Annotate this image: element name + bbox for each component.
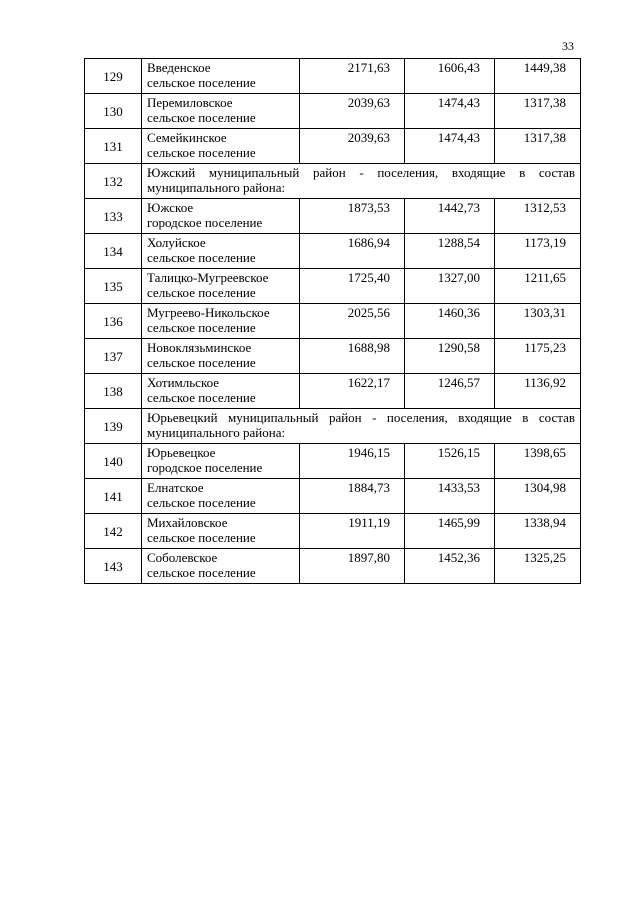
settlement-type: сельское поселение — [147, 285, 256, 300]
row-number: 135 — [85, 269, 142, 304]
settlement-name: Введенское — [147, 60, 211, 75]
settlement-type: городское поселение — [147, 215, 263, 230]
value-cell-1: 1911,19 — [300, 514, 405, 549]
settlement-type: сельское поселение — [147, 75, 256, 90]
settlement-type: сельское поселение — [147, 250, 256, 265]
table-row — [85, 129, 581, 164]
row-number: 139 — [85, 409, 142, 444]
settlement-type: сельское поселение — [147, 390, 256, 405]
value-cell-3: 1175,23 — [495, 339, 581, 374]
settlement-name-cell — [142, 339, 300, 374]
value-cell-2: 1442,73 — [405, 199, 495, 234]
value-cell-2: 1433,53 — [405, 479, 495, 514]
settlement-name-cell — [142, 199, 300, 234]
value-cell-2: 1606,43 — [405, 59, 495, 94]
value-cell-1: 1897,80 — [300, 549, 405, 584]
settlement-name: Холуйское — [147, 235, 206, 250]
table-row — [85, 59, 581, 94]
settlement-name: Михайловское — [147, 515, 228, 530]
value-cell-1: 2171,63 — [300, 59, 405, 94]
settlement-name-cell — [142, 59, 300, 94]
settlement-name: Соболевское — [147, 550, 218, 565]
table-row — [85, 304, 581, 339]
row-number: 140 — [85, 444, 142, 479]
row-number: 134 — [85, 234, 142, 269]
settlement-name: Хотимльское — [147, 375, 220, 390]
value-cell-2: 1474,43 — [405, 129, 495, 164]
row-number: 142 — [85, 514, 142, 549]
value-cell-3: 1211,65 — [495, 269, 581, 304]
settlement-name-cell — [142, 479, 300, 514]
value-cell-1: 2025,56 — [300, 304, 405, 339]
value-cell-3: 1303,31 — [495, 304, 581, 339]
table-row — [85, 549, 581, 584]
settlement-name: Елнатское — [147, 480, 204, 495]
district-header: Юрьевецкий муниципальный район - поселения, входящие в состав муниципального района: — [142, 409, 581, 444]
value-cell-3: 1317,38 — [495, 129, 581, 164]
settlement-type: сельское поселение — [147, 565, 256, 580]
table-body — [85, 59, 581, 584]
table-row — [85, 269, 581, 304]
value-cell-1: 1622,17 — [300, 374, 405, 409]
settlement-name-cell — [142, 94, 300, 129]
settlement-name: Перемиловское — [147, 95, 233, 110]
value-cell-2: 1465,99 — [405, 514, 495, 549]
table-section-header-row — [85, 164, 581, 199]
table-row — [85, 339, 581, 374]
row-number: 136 — [85, 304, 142, 339]
row-number: 130 — [85, 94, 142, 129]
settlement-name: Мугреево-Никольское — [147, 305, 270, 320]
table-section-header-row — [85, 409, 581, 444]
table-row — [85, 444, 581, 479]
table-row — [85, 514, 581, 549]
settlement-name-cell — [142, 444, 300, 479]
value-cell-3: 1317,38 — [495, 94, 581, 129]
settlement-name-cell — [142, 304, 300, 339]
value-cell-3: 1449,38 — [495, 59, 581, 94]
settlement-name-cell — [142, 234, 300, 269]
settlement-type: сельское поселение — [147, 355, 256, 370]
settlement-name-cell — [142, 269, 300, 304]
district-header: Южский муниципальный район - поселения, входящие в состав муниципального района: — [142, 164, 581, 199]
value-cell-1: 1946,15 — [300, 444, 405, 479]
settlement-type: сельское поселение — [147, 110, 256, 125]
value-cell-2: 1460,36 — [405, 304, 495, 339]
table-row — [85, 234, 581, 269]
value-cell-3: 1136,92 — [495, 374, 581, 409]
settlement-name: Семейкинское — [147, 130, 227, 145]
value-cell-2: 1452,36 — [405, 549, 495, 584]
value-cell-2: 1474,43 — [405, 94, 495, 129]
row-number: 131 — [85, 129, 142, 164]
row-number: 133 — [85, 199, 142, 234]
row-number: 129 — [85, 59, 142, 94]
settlement-name: Талицко-Мугреевское — [147, 270, 269, 285]
value-cell-2: 1288,54 — [405, 234, 495, 269]
value-cell-2: 1246,57 — [405, 374, 495, 409]
table-row — [85, 479, 581, 514]
settlement-name-cell — [142, 514, 300, 549]
row-number: 143 — [85, 549, 142, 584]
value-cell-1: 2039,63 — [300, 94, 405, 129]
settlement-type: сельское поселение — [147, 530, 256, 545]
table-row — [85, 199, 581, 234]
value-cell-3: 1398,65 — [495, 444, 581, 479]
value-cell-3: 1312,53 — [495, 199, 581, 234]
table-row — [85, 374, 581, 409]
value-cell-1: 1686,94 — [300, 234, 405, 269]
value-cell-1: 1884,73 — [300, 479, 405, 514]
value-cell-3: 1173,19 — [495, 234, 581, 269]
settlement-type: сельское поселение — [147, 495, 256, 510]
settlements-table — [84, 58, 581, 584]
value-cell-2: 1327,00 — [405, 269, 495, 304]
settlement-name: Южское — [147, 200, 194, 215]
settlement-name: Новоклязьминское — [147, 340, 252, 355]
value-cell-3: 1304,98 — [495, 479, 581, 514]
settlement-type: сельское поселение — [147, 145, 256, 160]
page-number: 33 — [562, 39, 574, 53]
value-cell-1: 1725,40 — [300, 269, 405, 304]
value-cell-1: 1688,98 — [300, 339, 405, 374]
table-row — [85, 94, 581, 129]
settlement-name: Юрьевецкое — [147, 445, 216, 460]
value-cell-3: 1325,25 — [495, 549, 581, 584]
settlement-name-cell — [142, 374, 300, 409]
value-cell-3: 1338,94 — [495, 514, 581, 549]
value-cell-2: 1526,15 — [405, 444, 495, 479]
settlement-type: сельское поселение — [147, 320, 256, 335]
settlement-type: городское поселение — [147, 460, 263, 475]
value-cell-2: 1290,58 — [405, 339, 495, 374]
value-cell-1: 1873,53 — [300, 199, 405, 234]
value-cell-1: 2039,63 — [300, 129, 405, 164]
settlement-name-cell — [142, 129, 300, 164]
row-number: 138 — [85, 374, 142, 409]
row-number: 141 — [85, 479, 142, 514]
row-number: 137 — [85, 339, 142, 374]
settlement-name-cell — [142, 549, 300, 584]
row-number: 132 — [85, 164, 142, 199]
